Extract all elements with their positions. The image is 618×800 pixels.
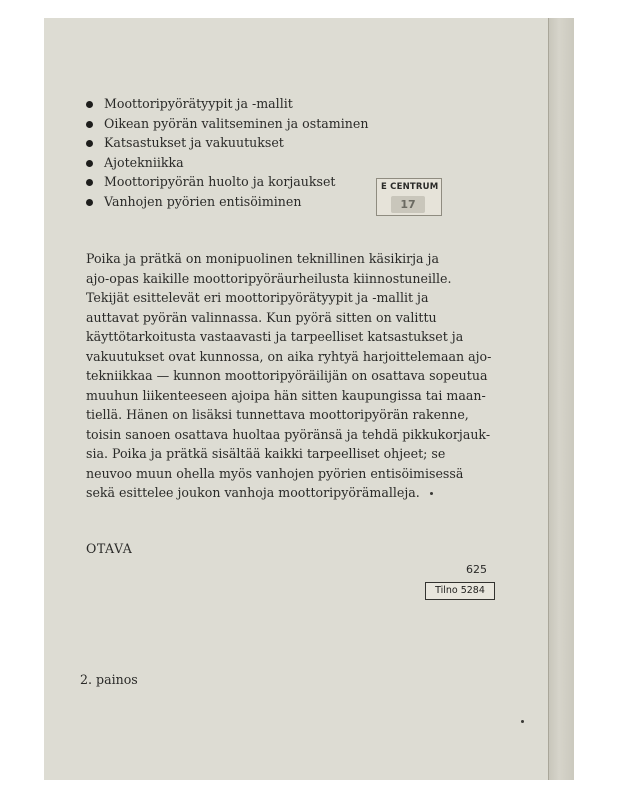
edition-label: 2. painos bbox=[80, 672, 138, 687]
description bbox=[86, 249, 526, 503]
topic-item bbox=[86, 192, 368, 212]
description-line: sekä esittelee joukon vanhoja moottoripyörämalleja. bbox=[86, 485, 420, 500]
topic-item bbox=[86, 153, 368, 173]
description-line: Tekijät esittelevät eri moottoripyörätyypit ja -mallit ja bbox=[86, 290, 429, 305]
library-stamp bbox=[376, 178, 442, 216]
stamp-number: 17 bbox=[391, 196, 425, 213]
description-line: muuhun liikenteeseen ajoipa hän sitten kaupungissa tai maan- bbox=[86, 387, 486, 403]
bullet-icon bbox=[86, 140, 93, 147]
description-line: tekniikkaa — kunnon moottoripyöräilijän on osattava sopeutua bbox=[86, 368, 488, 383]
topic-item bbox=[86, 172, 368, 192]
publisher-name: OTAVA bbox=[86, 541, 133, 556]
description-line: sia. Poika ja prätkä sisältää kaikki tarpeelliset ohjeet; se bbox=[86, 446, 446, 461]
book-spine bbox=[548, 18, 574, 780]
topic-label: Oikean pyörän valitseminen ja ostaminen bbox=[104, 115, 369, 131]
description-line: tiellä. Hänen on lisäksi tunnettava moottoripyörän rakenne, bbox=[86, 407, 469, 422]
topic-label: Katsastukset ja vakuutukset bbox=[104, 135, 284, 151]
order-number-label: Tilno 5284 bbox=[425, 582, 495, 600]
topic-label: Ajotekniikka bbox=[104, 154, 184, 170]
description-line: ajo-opas kaikille moottoripyöräurheilusta kiinnostuneille. bbox=[86, 270, 452, 286]
topic-label: Moottoripyörätyypit ja -mallit bbox=[104, 96, 293, 111]
topic-label: Vanhojen pyörien entisöiminen bbox=[104, 193, 302, 209]
bullet-icon bbox=[86, 179, 93, 186]
bullet-icon bbox=[86, 199, 93, 206]
print-speck bbox=[430, 492, 433, 495]
print-speck bbox=[521, 720, 524, 723]
topic-item bbox=[86, 133, 368, 153]
topic-item bbox=[86, 94, 368, 114]
bullet-icon bbox=[86, 160, 93, 167]
product-code: 625 bbox=[466, 563, 487, 576]
description-line: toisin sanoen osattava huoltaa pyöränsä ja tehdä pikkukorjauk- bbox=[86, 426, 491, 442]
topic-label: Moottoripyörän huolto ja korjaukset bbox=[104, 174, 336, 190]
bullet-icon bbox=[86, 101, 93, 108]
description-line: auttavat pyörän valinnassa. Kun pyörä sitten on valittu bbox=[86, 309, 437, 325]
stamp-header: E CENTRUM bbox=[381, 182, 439, 192]
description-line: neuvoo muun ohella myös vanhojen pyörien entisöimisessä bbox=[86, 465, 464, 481]
description-line: vakuutukset ovat kunnossa, on aika ryhtyä harjoittelemaan ajo- bbox=[86, 348, 492, 364]
description-line: Poika ja prätkä on monipuolinen teknillinen käsikirja ja bbox=[86, 251, 439, 266]
topic-item bbox=[86, 114, 368, 134]
description-line: käyttötarkoitusta vastaavasti ja tarpeelliset katsastukset ja bbox=[86, 329, 464, 344]
topic-list bbox=[86, 94, 368, 212]
bullet-icon bbox=[86, 121, 93, 128]
